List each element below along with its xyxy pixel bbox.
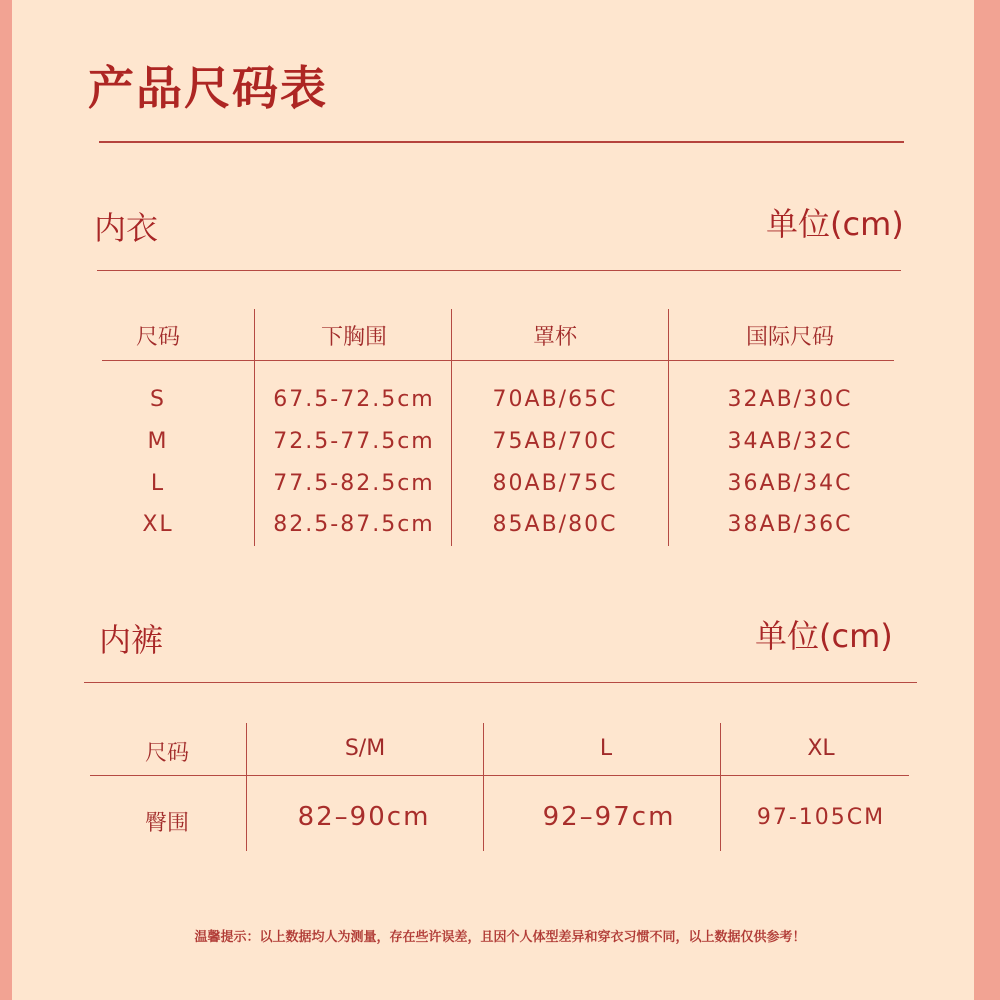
header-size: 尺码: [135, 325, 181, 350]
intl-size-cell: 38AB/36C: [727, 512, 853, 537]
cup-cell: 75AB/70C: [492, 429, 618, 454]
bra-section-title: 内衣: [94, 209, 159, 247]
cup-cell: 80AB/75C: [492, 471, 618, 496]
hip-xl-cell: 97-105CM: [756, 805, 886, 830]
size-cell: S: [150, 387, 166, 412]
column-divider: [668, 309, 669, 546]
size-cell: L: [150, 471, 166, 496]
hip-sm-cell: 82–90cm: [297, 802, 431, 832]
size-chart-card: [12, 0, 974, 1000]
underbust-cell: 67.5-72.5cm: [273, 387, 435, 412]
header-underbust: 下胸围: [320, 325, 388, 350]
page-title: 产品尺码表: [88, 61, 328, 115]
size-cell: M: [147, 429, 169, 454]
cup-cell: 70AB/65C: [492, 387, 618, 412]
disclaimer-note: 温馨提示：以上数据均人为测量，存在些许误差，且因个人体型差异和穿衣习惯不同，以上数据仅供参考！: [194, 930, 806, 945]
size-cell: XL: [142, 512, 174, 537]
panties-section-title: 内裤: [99, 621, 164, 659]
header-size: 尺码: [144, 741, 190, 766]
underbust-cell: 77.5-82.5cm: [273, 471, 435, 496]
column-divider: [254, 309, 255, 546]
intl-size-cell: 32AB/30C: [727, 387, 853, 412]
panties-unit-label: 单位(cm): [755, 617, 893, 655]
header-divider: [102, 360, 894, 361]
header-size-sm: S/M: [344, 736, 386, 761]
header-divider: [90, 775, 909, 776]
intl-size-cell: 34AB/32C: [727, 429, 853, 454]
header-intl-size: 国际尺码: [745, 325, 835, 350]
hip-l-cell: 92–97cm: [542, 802, 676, 832]
column-divider: [246, 723, 247, 851]
bra-unit-label: 单位(cm): [766, 205, 904, 243]
column-divider: [720, 723, 721, 851]
column-divider: [451, 309, 452, 546]
hip-label-cell: 臀围: [144, 811, 190, 836]
title-divider: [99, 141, 904, 143]
header-size-xl: XL: [807, 736, 835, 761]
underbust-cell: 72.5-77.5cm: [273, 429, 435, 454]
header-cup: 罩杯: [532, 325, 578, 350]
panties-section-divider: [84, 682, 917, 683]
cup-cell: 85AB/80C: [492, 512, 618, 537]
header-size-l: L: [599, 736, 613, 761]
bra-section-divider: [97, 270, 901, 271]
intl-size-cell: 36AB/34C: [727, 471, 853, 496]
underbust-cell: 82.5-87.5cm: [273, 512, 435, 537]
column-divider: [483, 723, 484, 851]
